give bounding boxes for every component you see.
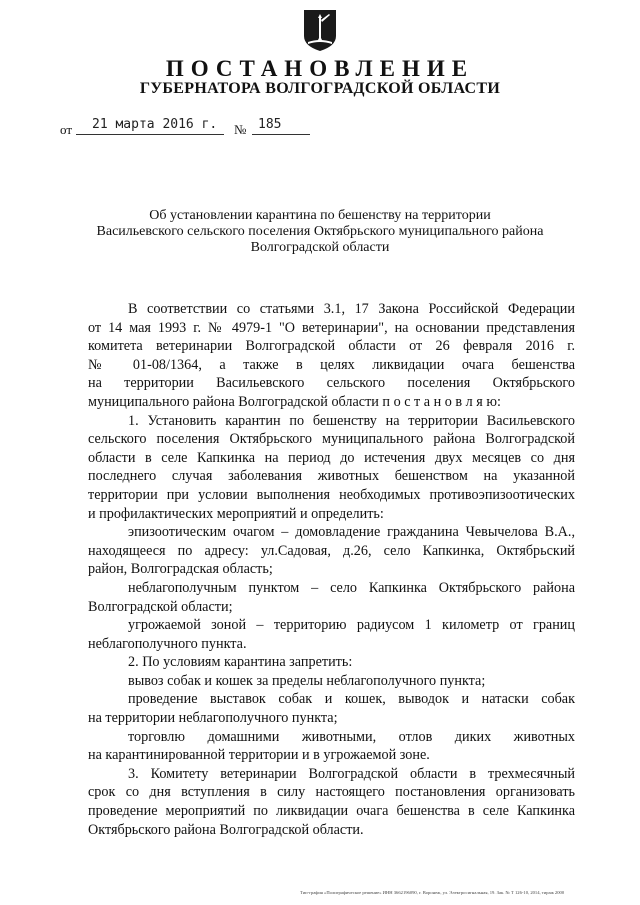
body-line: № 01-08/1364, а также в целях ликвидации очага бешенства (88, 356, 575, 373)
body-line: 1. Установить карантин по бешенству на территории Васильевского (128, 412, 575, 429)
document-type-title: ПОСТАНОВЛЕНИЕ (165, 56, 475, 81)
body-line: последнего случая заболевания животных бешенством на указанной (88, 468, 575, 485)
body-line: муниципального района Волгоградской области п о с т а н о в л я ю: (88, 393, 501, 410)
body-line: Волгоградской области; (88, 598, 233, 615)
body-line: сельского поселения Октябрьского муниципального района Волгоградской (88, 431, 575, 448)
body-line: срок со дня вступления в силу настоящего постановления организовать (88, 784, 575, 801)
document-issuer: ГУБЕРНАТОРА ВОЛГОГРАДСКОЙ ОБЛАСТИ (139, 80, 501, 97)
body-line: области в селе Капкинка на период до истечения двух месяцев со дня (88, 449, 575, 466)
number-label: № (234, 122, 247, 137)
body-line: на территории неблагополучного пункта; (88, 710, 338, 727)
heading-line: Об установлении карантина по бешенству на территории (149, 208, 491, 223)
body-line: проведение выставок собак и кошек, выводок и натаски собак (128, 691, 575, 708)
coat-of-arms-emblem (302, 8, 338, 52)
body-line: неблагополучным пунктом – село Капкинка Октябрьского района (128, 579, 575, 596)
body-line: 2. По условиям карантина запретить: (128, 654, 353, 671)
body-line: неблагополучного пункта. (88, 635, 247, 652)
date-underline (76, 134, 224, 135)
body-line: эпизоотическим очагом – домовладение гражданина Чевычелова В.А., (128, 524, 575, 541)
body-line: территории при условии выполнения необходимых противоэпизоотических (88, 486, 575, 503)
body-line: на территории Васильевского сельского поселения Октябрьского (88, 375, 575, 392)
body-line: район, Волгоградская область; (88, 561, 273, 578)
date-value: 21 марта 2016 г. (92, 117, 218, 132)
body-line: на карантинированной территории и в угрожаемой зоне. (88, 747, 430, 764)
number-underline (252, 134, 310, 135)
body-line: Октябрьского района Волгоградской области. (88, 821, 364, 838)
body-line: В соответствии со статьями 3.1, 17 Закона Российской Федерации (128, 301, 575, 317)
body-line: комитета ветеринарии Волгоградской области от 26 февраля 2016 г. (88, 338, 575, 355)
date-label: от (60, 122, 73, 137)
body-line: угрожаемой зоной – территорию радиусом 1 километр от границ (128, 617, 575, 634)
body-line: вывоз собак и кошек за пределы неблагополучного пункта; (128, 672, 486, 689)
body-line: 3. Комитету ветеринарии Волгоградской области в трехмесячный (128, 765, 575, 782)
body-line: находящееся по адресу: ул.Садовая, д.26, село Капкинка, Октябрьский (88, 542, 575, 559)
body-line: торговлю домашними животными, отлов диких животных (128, 728, 575, 745)
body-line: от 14 мая 1993 г. № 4979-1 "О ветеринарии", на основании представления (88, 319, 575, 336)
heading-line: Волгоградской области (250, 240, 390, 255)
printer-imprint: Тип-графия «Полиграфическое решение» ИНН 3662196090, г. Воронеж, ул. Электросигнальная, 19. Зак. № Т 126-10, 2014, тираж 2000 (300, 890, 565, 895)
body-line: проведение мероприятий по ликвидации очага бешенства в селе Капкинка (88, 803, 575, 820)
document-body (88, 300, 575, 839)
body-line: и профилактических мероприятий и определить: (88, 505, 384, 522)
number-value: 185 (258, 117, 282, 132)
heading-line: Васильевского сельского поселения Октябрьского муниципального района (96, 224, 544, 239)
document-heading (60, 208, 580, 256)
